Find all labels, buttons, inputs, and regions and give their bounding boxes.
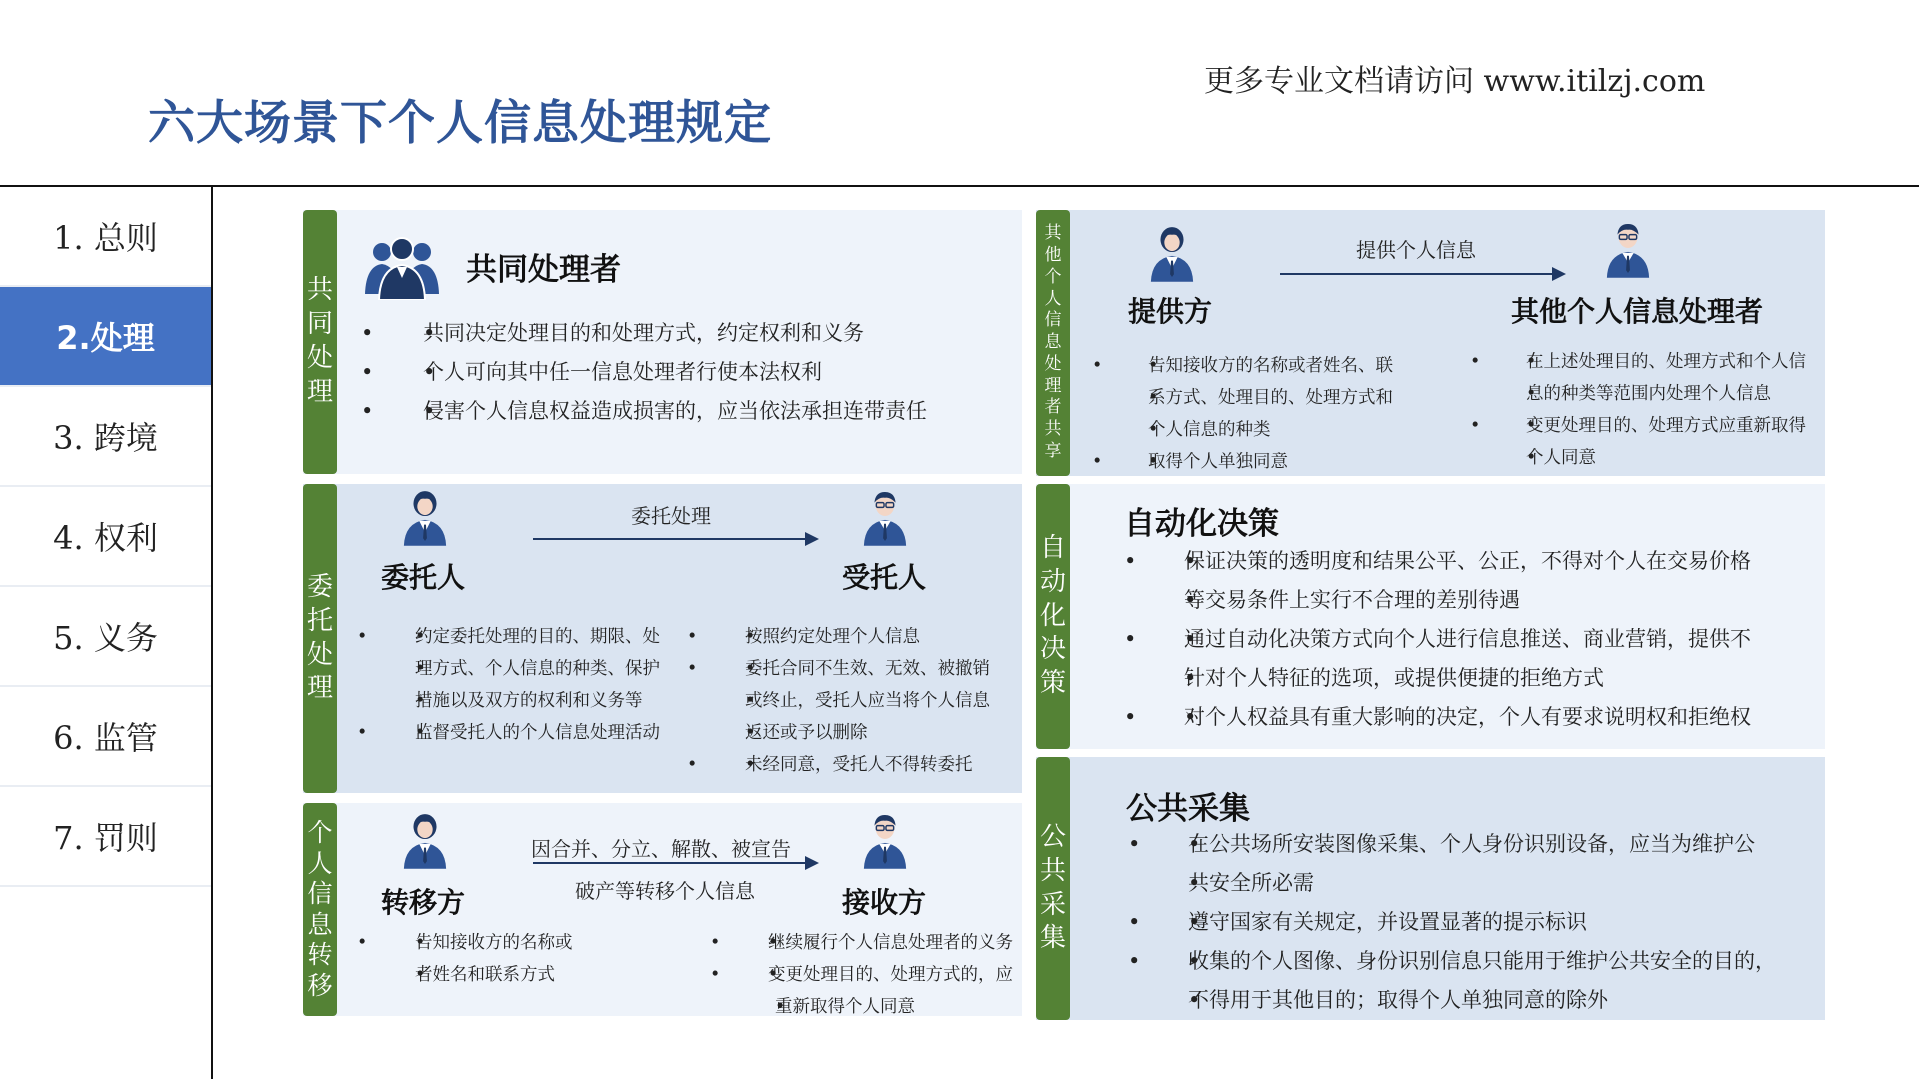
strip-char: 化 bbox=[1039, 600, 1066, 631]
list-item: • • 按照约定处理个人信息 bbox=[745, 621, 990, 653]
transferor-duties-list bbox=[357, 927, 573, 991]
transfer-arrow-label-2: 破产等转移个人信息 bbox=[575, 879, 755, 903]
watermark-text: 更多专业文档请访问 www.itilzj.com bbox=[1204, 64, 1706, 99]
strip-information-transfer bbox=[303, 803, 337, 1016]
nav-item-cross-border[interactable]: 3. 跨境 bbox=[0, 387, 211, 487]
panel-entrusted-processing bbox=[303, 484, 1022, 793]
list-item: • • 委托合同不生效、无效、被撤销 bbox=[745, 653, 990, 685]
nav-item-processing[interactable]: 2.处理 bbox=[0, 287, 211, 387]
strip-char: 公 bbox=[1039, 821, 1066, 852]
list-item: • • 约定委托处理的目的、期限、处 bbox=[415, 621, 660, 653]
strip-char: 理 bbox=[306, 376, 333, 407]
strip-char: 享 bbox=[1044, 440, 1062, 461]
strip-char: 他 bbox=[1044, 245, 1062, 266]
joint-bullet-list bbox=[361, 314, 927, 431]
list-item: • 针对个人特征的选项，或提供便捷的拒绝方式 bbox=[1184, 659, 1751, 698]
strip-char: 决 bbox=[1039, 634, 1066, 665]
list-item: • 不得用于其他目的；取得个人单独同意的除外 bbox=[1188, 981, 1776, 1020]
female-user-icon bbox=[401, 811, 449, 869]
strip-char: 动 bbox=[1039, 566, 1066, 597]
list-item: • • 收集的个人图像、身份识别信息只能用于维护公共安全的目的， bbox=[1188, 942, 1776, 981]
female-user-icon bbox=[1148, 224, 1196, 282]
strip-char: 托 bbox=[306, 605, 333, 636]
list-item: • • 保证决策的透明度和结果公平、公正，不得对个人在交易价格 bbox=[1184, 542, 1751, 581]
page-title: 六大场景下个人信息处理规定 bbox=[148, 96, 772, 151]
list-item: • • 取得个人单独同意 bbox=[1148, 446, 1393, 478]
arrow-right-icon bbox=[533, 862, 817, 864]
entrust-arrow-label: 委托处理 bbox=[631, 504, 711, 528]
strip-public-collection bbox=[1036, 757, 1070, 1020]
panel-information-transfer bbox=[303, 803, 1022, 1016]
trustee-duties-list bbox=[687, 621, 990, 781]
strip-char: 者 bbox=[1044, 397, 1062, 418]
header-divider bbox=[0, 185, 1919, 187]
group-icon bbox=[363, 234, 441, 300]
list-item: • • 告知接收方的名称或 bbox=[415, 927, 573, 959]
nav-item-obligations[interactable]: 5. 义务 bbox=[0, 587, 211, 687]
strip-char: 处 bbox=[306, 343, 333, 373]
list-item: • 系方式、处理目的、处理方式和 bbox=[1148, 382, 1393, 414]
panel-public-collection bbox=[1036, 757, 1825, 1020]
recipient-heading: 接收方 bbox=[842, 886, 927, 919]
list-item: • 等交易条件上实行不合理的差别待遇 bbox=[1184, 581, 1751, 620]
transferor-heading: 转移方 bbox=[381, 886, 466, 919]
list-item: • 重新取得个人同意 bbox=[768, 991, 1013, 1023]
strip-char: 其 bbox=[1044, 223, 1062, 244]
male-user-icon bbox=[1604, 220, 1652, 278]
strip-char: 共 bbox=[1044, 419, 1062, 440]
list-item: • • 继续履行个人信息处理者的义务 bbox=[768, 927, 1013, 959]
strip-char: 人 bbox=[307, 848, 333, 878]
strip-char: 共 bbox=[1039, 855, 1066, 886]
entruster-duties-list bbox=[357, 621, 660, 749]
strip-char: 共 bbox=[306, 275, 333, 306]
strip-char: 自 bbox=[1039, 533, 1066, 563]
strip-char: 信 bbox=[307, 879, 333, 908]
strip-char: 同 bbox=[306, 309, 333, 340]
female-user-icon bbox=[401, 488, 449, 546]
list-item: • 返还或予以删除 bbox=[745, 717, 990, 749]
strip-char: 理 bbox=[1044, 375, 1062, 396]
arrow-right-icon bbox=[533, 538, 817, 540]
list-item: • • 在公共场所安装图像采集、个人身份识别设备，应当为维护公 bbox=[1188, 825, 1776, 864]
list-item: • • 在上述处理目的、处理方式和个人信 bbox=[1526, 346, 1806, 378]
list-item: • • 变更处理目的、处理方式应重新取得 bbox=[1526, 410, 1806, 442]
sidebar-divider bbox=[211, 185, 213, 1079]
strip-char: 采 bbox=[1039, 889, 1066, 920]
nav-item-penalties[interactable]: 7. 罚则 bbox=[0, 787, 211, 887]
panel-sharing-other-processors bbox=[1036, 210, 1825, 476]
list-item: • • 共同决定处理目的和处理方式，约定权利和义务 bbox=[423, 314, 927, 353]
recipient-duties-list bbox=[710, 927, 1013, 1023]
sidebar-nav bbox=[0, 187, 211, 887]
nav-item-general[interactable]: 1. 总则 bbox=[0, 187, 211, 287]
strip-char: 人 bbox=[1044, 288, 1062, 309]
transfer-arrow-label-1: 因合并、分立、解散、被宣告 bbox=[531, 837, 791, 861]
list-item: • 或终止，受托人应当将个人信息 bbox=[745, 685, 990, 717]
provider-heading: 提供方 bbox=[1128, 295, 1213, 328]
list-item: • • 通过自动化决策方式向个人进行信息推送、商业营销，提供不 bbox=[1184, 620, 1751, 659]
strip-char: 转 bbox=[307, 940, 333, 969]
panel-automated-decision bbox=[1036, 484, 1825, 749]
strip-char: 移 bbox=[307, 970, 333, 1000]
strip-char: 策 bbox=[1039, 668, 1066, 699]
list-item: • 共安全所必需 bbox=[1188, 864, 1776, 903]
share-arrow-label: 提供个人信息 bbox=[1356, 238, 1476, 262]
strip-char: 个 bbox=[307, 818, 333, 847]
public-collection-heading: 公共采集 bbox=[1126, 791, 1250, 827]
strip-char: 集 bbox=[1039, 923, 1066, 954]
list-item: • 者姓名和联系方式 bbox=[415, 959, 573, 991]
strip-char: 息 bbox=[1044, 332, 1062, 353]
strip-char: 个 bbox=[1044, 266, 1062, 287]
strip-char: 处 bbox=[1044, 353, 1062, 374]
joint-heading: 共同处理者 bbox=[466, 252, 621, 288]
list-item: • • 告知接收方的名称或者姓名、联 bbox=[1148, 350, 1393, 382]
trustee-heading: 受托人 bbox=[842, 561, 927, 594]
strip-char: 委 bbox=[306, 571, 333, 602]
list-item: • • 监督受托人的个人信息处理活动 bbox=[415, 717, 660, 749]
automated-decision-heading: 自动化决策 bbox=[1124, 506, 1279, 542]
automated-decision-list bbox=[1124, 542, 1751, 737]
public-collection-list bbox=[1128, 825, 1776, 1020]
list-item: • 个人同意 bbox=[1526, 442, 1806, 474]
list-item: • 息的种类等范围内处理个人信息 bbox=[1526, 378, 1806, 410]
list-item: • • 变更处理目的、处理方式的，应 bbox=[768, 959, 1013, 991]
strip-char: 信 bbox=[1044, 310, 1062, 331]
list-item: • 理方式、个人信息的种类、保护 bbox=[415, 653, 660, 685]
strip-joint-processing bbox=[303, 210, 337, 474]
arrow-right-icon bbox=[1280, 273, 1564, 275]
panel-joint-processing bbox=[303, 210, 1022, 474]
list-item: • • 侵害个人信息权益造成损害的，应当依法承担连带责任 bbox=[423, 392, 927, 431]
list-item: • • 未经同意，受托人不得转委托 bbox=[745, 749, 990, 781]
strip-automated-decision bbox=[1036, 484, 1070, 749]
other-processor-duties-list bbox=[1470, 346, 1806, 474]
strip-char: 理 bbox=[306, 673, 333, 704]
nav-item-rights[interactable]: 4. 权利 bbox=[0, 487, 211, 587]
strip-char: 处 bbox=[306, 639, 333, 670]
provider-duties-list bbox=[1092, 350, 1393, 478]
list-item: • • 对个人权益具有重大影响的决定，个人有要求说明权和拒绝权 bbox=[1184, 698, 1751, 737]
strip-entrusted-processing bbox=[303, 484, 337, 793]
strip-sharing bbox=[1036, 210, 1070, 476]
male-user-icon bbox=[861, 488, 909, 546]
male-user-icon bbox=[861, 811, 909, 869]
list-item: • 措施以及双方的权利和义务等 bbox=[415, 685, 660, 717]
strip-char: 息 bbox=[307, 909, 333, 939]
nav-item-supervision[interactable]: 6. 监管 bbox=[0, 687, 211, 787]
list-item: • • 遵守国家有关规定，并设置显著的提示标识 bbox=[1188, 903, 1776, 942]
list-item: • 个人信息的种类 bbox=[1148, 414, 1393, 446]
list-item: • • 个人可向其中任一信息处理者行使本法权利 bbox=[423, 353, 927, 392]
other-processor-heading: 其他个人信息处理者 bbox=[1511, 295, 1764, 328]
entruster-heading: 委托人 bbox=[381, 561, 466, 594]
